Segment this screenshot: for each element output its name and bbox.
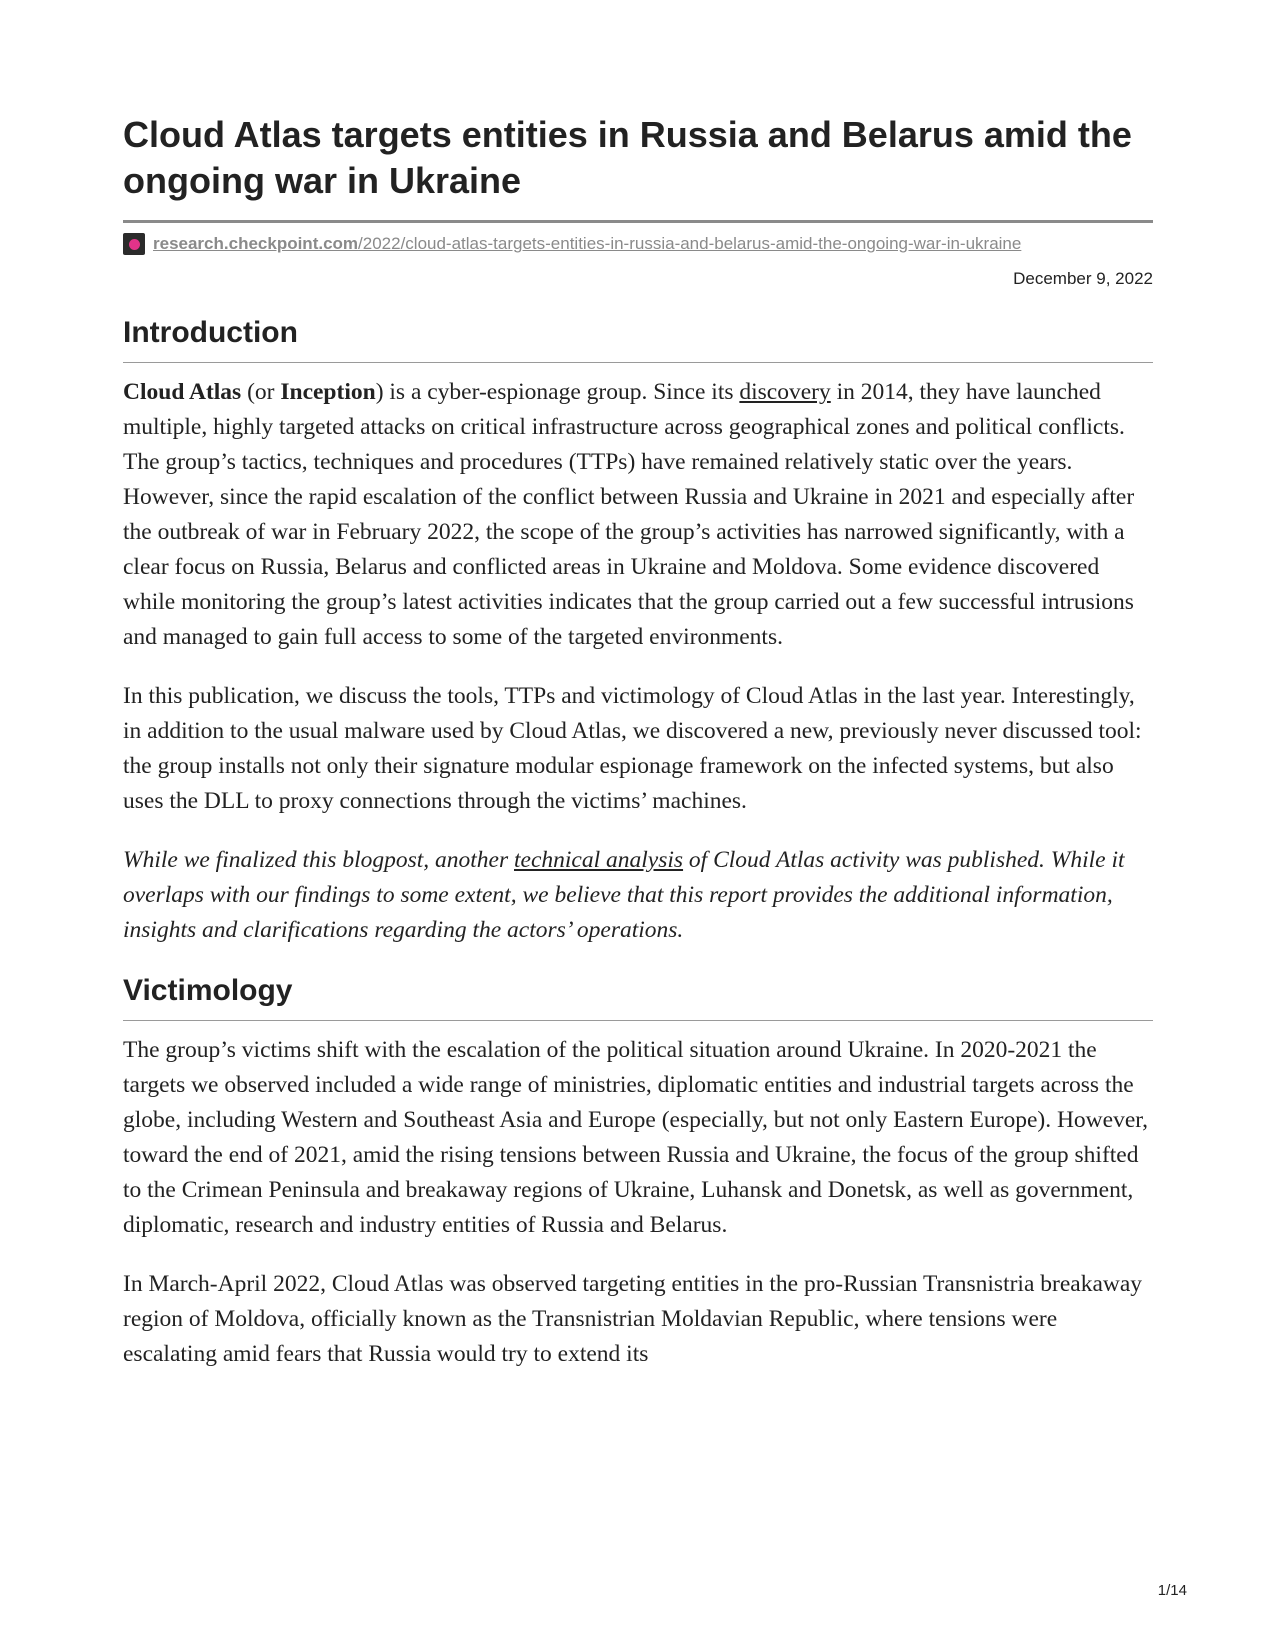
article-title: Cloud Atlas targets entities in Russia and Belarus amid the ongoing war in Ukraine [123, 114, 1132, 201]
section-divider [123, 1020, 1153, 1021]
publish-date: December 9, 2022 [1013, 269, 1153, 288]
intro-paragraph-1 [123, 375, 1153, 655]
text-run: While we finalized this blogpost, another [123, 847, 514, 873]
title-divider [123, 220, 1153, 223]
source-domain[interactable]: research.checkpoint.com [153, 234, 359, 253]
source-path[interactable]: /2022/cloud-atlas-targets-entities-in-russia-and-belarus-amid-the-ongoing-war-in-ukraine [358, 234, 1022, 253]
section-heading-victimology: Victimology [123, 974, 293, 1007]
intro-paragraph-2: In this publication, we discuss the tools, TTPs and victimology of Cloud Atlas in the last year. Interestingly, in addition to the usual malware used by Cloud Atlas, we discovered a new, previously never discussed tool: the group installs not only their signature modular espionage framework on the infected systems, but also uses the DLL to proxy connections through the victims’ machines. [123, 683, 1142, 814]
bold-term: Cloud Atlas [123, 379, 242, 405]
source-line [123, 233, 1153, 255]
bold-term: Inception [280, 379, 376, 405]
section-divider [123, 362, 1153, 363]
text-run: (or [241, 379, 281, 405]
checkpoint-favicon-icon [123, 233, 145, 255]
article [123, 112, 1153, 1396]
victimology-paragraph-1: The group’s victims shift with the escalation of the political situation around Ukraine. In 2020-2021 the targets we observed included a wide range of ministries, diplomatic entities and industrial targets across the globe, including Western and Southeast Asia and Europe (especially, but not only Eastern Europe). However, toward the end of 2021, amid the rising tensions between Russia and Ukraine, the focus of the group shifted to the Crimean Peninsula and breakaway regions of Ukraine, Luhansk and Donetsk, as well as government, diplomatic, research and industry entities of Russia and Belarus. [123, 1037, 1149, 1238]
text-run: of Cloud Atlas activity was published. While it overlaps with our findings to some extent, we believe that this report provides the additional information, insights and clarifications regarding the actors’ operations. [123, 847, 1125, 943]
technical-analysis-link[interactable]: technical analysis [514, 847, 684, 873]
text-run: in 2014, they have launched multiple, highly targeted attacks on critical infrastructure across geographical zones and political conflicts. The group’s tactics, techniques and procedures (TTPs) have remained relatively static over the years. However, since the rapid escalation of the conflict between Russia and Ukraine in 2021 and especially after the outbreak of war in February 2022, the scope of the group’s activities has narrowed significantly, with a clear focus on Russia, Belarus and conflicted areas in Ukraine and Moldova. Some evidence discovered while monitoring the group’s latest activities indicates that the group carried out a few successful intrusions and managed to gain full access to some of the targeted environments. [123, 379, 1135, 650]
page-number: 1/14 [1157, 1582, 1187, 1599]
victimology-paragraph-2: In March-April 2022, Cloud Atlas was observed targeting entities in the pro-Russian Transnistria breakaway region of Moldova, officially known as the Transnistrian Moldavian Republic, where tensions were escalating amid fears that Russia would try to extend its [123, 1271, 1143, 1367]
intro-paragraph-3 [123, 843, 1153, 948]
source-link[interactable] [153, 233, 1021, 255]
section-heading-introduction: Introduction [123, 316, 298, 349]
text-run: ) is a cyber-espionage group. Since its [375, 379, 740, 405]
favicon-dot [129, 239, 140, 250]
discovery-link[interactable]: discovery [739, 379, 831, 405]
